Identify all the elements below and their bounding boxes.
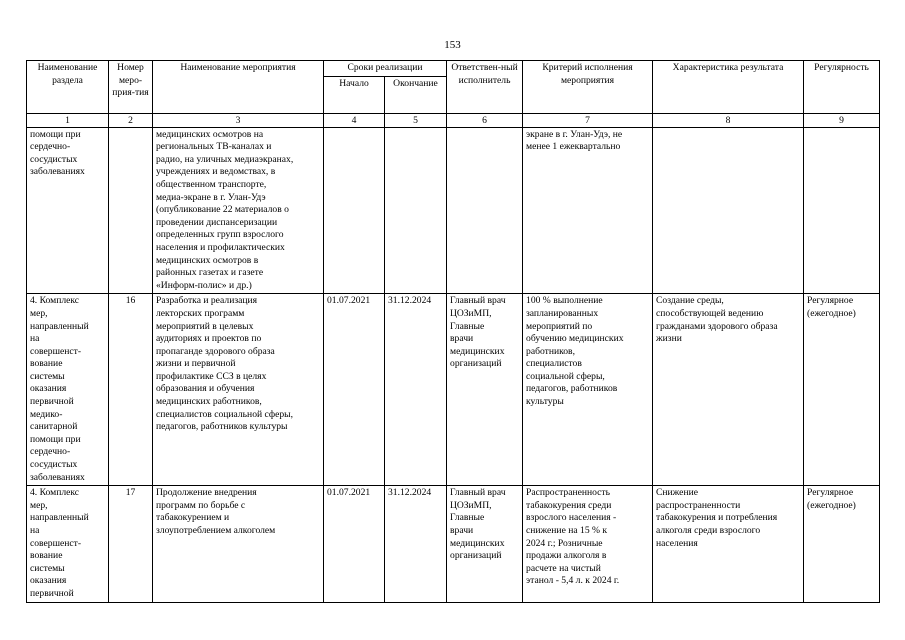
table-row (27, 127, 880, 294)
regularity-cell: Регулярное (ежегодное) (804, 486, 880, 602)
header-result: Характеристика результата (653, 61, 804, 114)
section-cell: 4. Комплекс мер, направленный на совершенст- вование системы оказания первичной (27, 486, 109, 602)
measure-cell: Продолжение внедрения программ по борьбе с табакокурением и злоупотреблением алкоголем (153, 486, 324, 602)
result-cell (653, 127, 804, 294)
header-criterion: Критерий исполнения мероприятия (523, 61, 653, 114)
start-cell: 01.07.2021 (324, 486, 385, 602)
table-row (27, 486, 880, 602)
number-cell (109, 127, 153, 294)
start-cell: 01.07.2021 (324, 294, 385, 486)
regularity-cell: Регулярное (ежегодное) (804, 294, 880, 486)
header-section-name: Наименование раздела (27, 61, 109, 114)
end-cell (385, 127, 447, 294)
section-cell: 4. Комплекс мер, направленный на совершенст- вование системы оказания первичной медико- санитарной помощи при сердечно- сосудистых заболеваниях (27, 294, 109, 486)
criterion-cell: Распространенность табакокурения среди взрослого населения - снижение на 15 % к 2024 г.; Розничные продажи алкоголя в расчете на чистый этанол - 5,4 л. к 2024 г. (523, 486, 653, 602)
end-cell: 31.12.2024 (385, 294, 447, 486)
header-row-1 (27, 61, 880, 77)
start-cell (324, 127, 385, 294)
column-number: 8 (653, 113, 804, 127)
result-cell: Снижение распространенности табакокурения и потребления алкоголя среди взрослого населения (653, 486, 804, 602)
end-cell: 31.12.2024 (385, 486, 447, 602)
measures-table (26, 60, 880, 603)
header-measure-number: Номер меро-прия-тия (109, 61, 153, 114)
column-number: 4 (324, 113, 385, 127)
header-measure-name: Наименование мероприятия (153, 61, 324, 114)
column-number: 7 (523, 113, 653, 127)
section-cell: помощи при сердечно- сосудистых заболеваниях (27, 127, 109, 294)
column-number: 9 (804, 113, 880, 127)
header-regularity: Регулярность (804, 61, 880, 114)
criterion-cell: экране в г. Улан-Удэ, не менее 1 ежеквартально (523, 127, 653, 294)
column-number: 6 (447, 113, 523, 127)
header-executor: Ответствен-ный исполнитель (447, 61, 523, 114)
regularity-cell (804, 127, 880, 294)
criterion-cell: 100 % выполнение запланированных мероприятий по обучению медицинских работников, специалистов социальной сферы, педагогов, работников культуры (523, 294, 653, 486)
column-number: 1 (27, 113, 109, 127)
column-numbers-row (27, 113, 880, 127)
header-end: Окончание (385, 76, 447, 113)
measure-cell: Разработка и реализация лекторских программ мероприятий в целевых аудиториях и проектов по пропаганде здорового образа жизни и первичной профилактике ССЗ в целях образования и обучения медицинских работников, специалистов социальной сферы, педагогов, работников культуры (153, 294, 324, 486)
executor-cell: Главный врач ЦОЗиМП, Главные врачи медицинских организаций (447, 486, 523, 602)
number-cell: 17 (109, 486, 153, 602)
column-number: 2 (109, 113, 153, 127)
table-row (27, 294, 880, 486)
column-number: 3 (153, 113, 324, 127)
header-period: Сроки реализации (324, 61, 447, 77)
page-number: 153 (444, 39, 461, 51)
result-cell: Создание среды, способствующей ведению гражданами здорового образа жизни (653, 294, 804, 486)
column-number: 5 (385, 113, 447, 127)
measure-cell: медицинских осмотров на региональных ТВ-каналах и радио, на уличных медиаэкранах, учреждениях и ведомствах, в общественном транспорте, медиа-экране в г. Улан-Удэ (опубликование 22 материалов о проведении диспансеризации определенных групп взрослого населения и профилактических медицинских осмотров в районных газетах и газете «Информ-полис» и др.) (153, 127, 324, 294)
number-cell: 16 (109, 294, 153, 486)
executor-cell: Главный врач ЦОЗиМП, Главные врачи медицинских организаций (447, 294, 523, 486)
executor-cell (447, 127, 523, 294)
header-start: Начало (324, 76, 385, 113)
